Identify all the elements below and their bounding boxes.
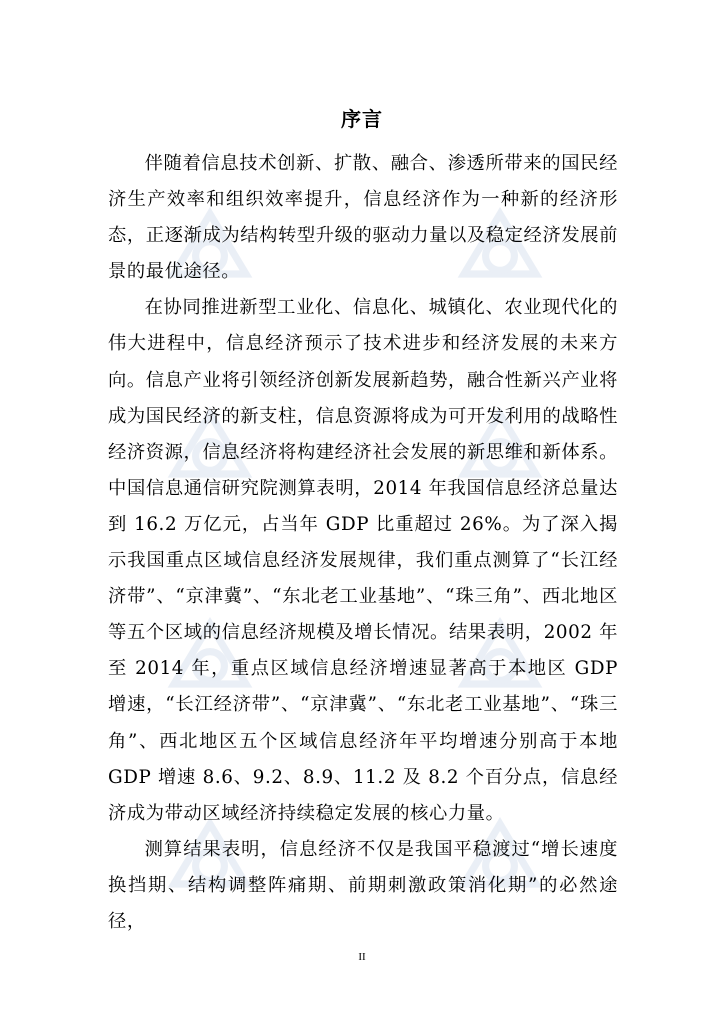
paragraph: 在协同推进新型工业化、信息化、城镇化、农业现代化的伟大进程中，信息经济预示了技术进步和经济发展的未来方向。信息产业将引领经济创新发展新趋势，融合性新兴产业将成为国民经济的新支柱，信息资源将成为可开发利用的战略性经济资源，信息经济将构建经济社会发展的新思维和新体系。中国信息通信研究院测算表明，2014 年我国信息经济总量达到 16.2 万亿元，占当年 GDP 比重超过 26%。为了深入揭示我国重点区域信息经济发展规律，我们重点测算了“长江经济带”、“京津冀”、“东北老工业基地”、“珠三角”、西北地区等五个区域的信息经济规模及增长情况。结果表明，2002 年至 2014 年，重点区域信息经济增速显著高于本地区 GDP 增速，“长江经济带”、“京津冀”、“东北老工业基地”、“珠三角”、西北地区五个区域信息经济年平均增速分别高于本地 GDP 增速 8.6、9.2、8.9、11.2 及 8.2 个百分点，信息经济成为带动区域经济持续稳定发展的核心力量。	[108, 297, 618, 824]
page-number: II	[358, 951, 366, 963]
body-text	[108, 146, 618, 940]
paragraph: 伴随着信息技术创新、扩散、融合、渗透所带来的国民经济生产效率和组织效率提升，信息经济作为一种新的经济形态，正逐渐成为结构转型升级的驱动力量以及稳定经济发展前景的最优途径。	[108, 153, 618, 283]
page-title: 序言	[341, 107, 383, 132]
paragraph: 测算结果表明，信息经济不仅是我国平稳渡过“增长速度换挡期、结构调整阵痛期、前期刺激政策消化期”的必然途径，	[108, 838, 618, 932]
